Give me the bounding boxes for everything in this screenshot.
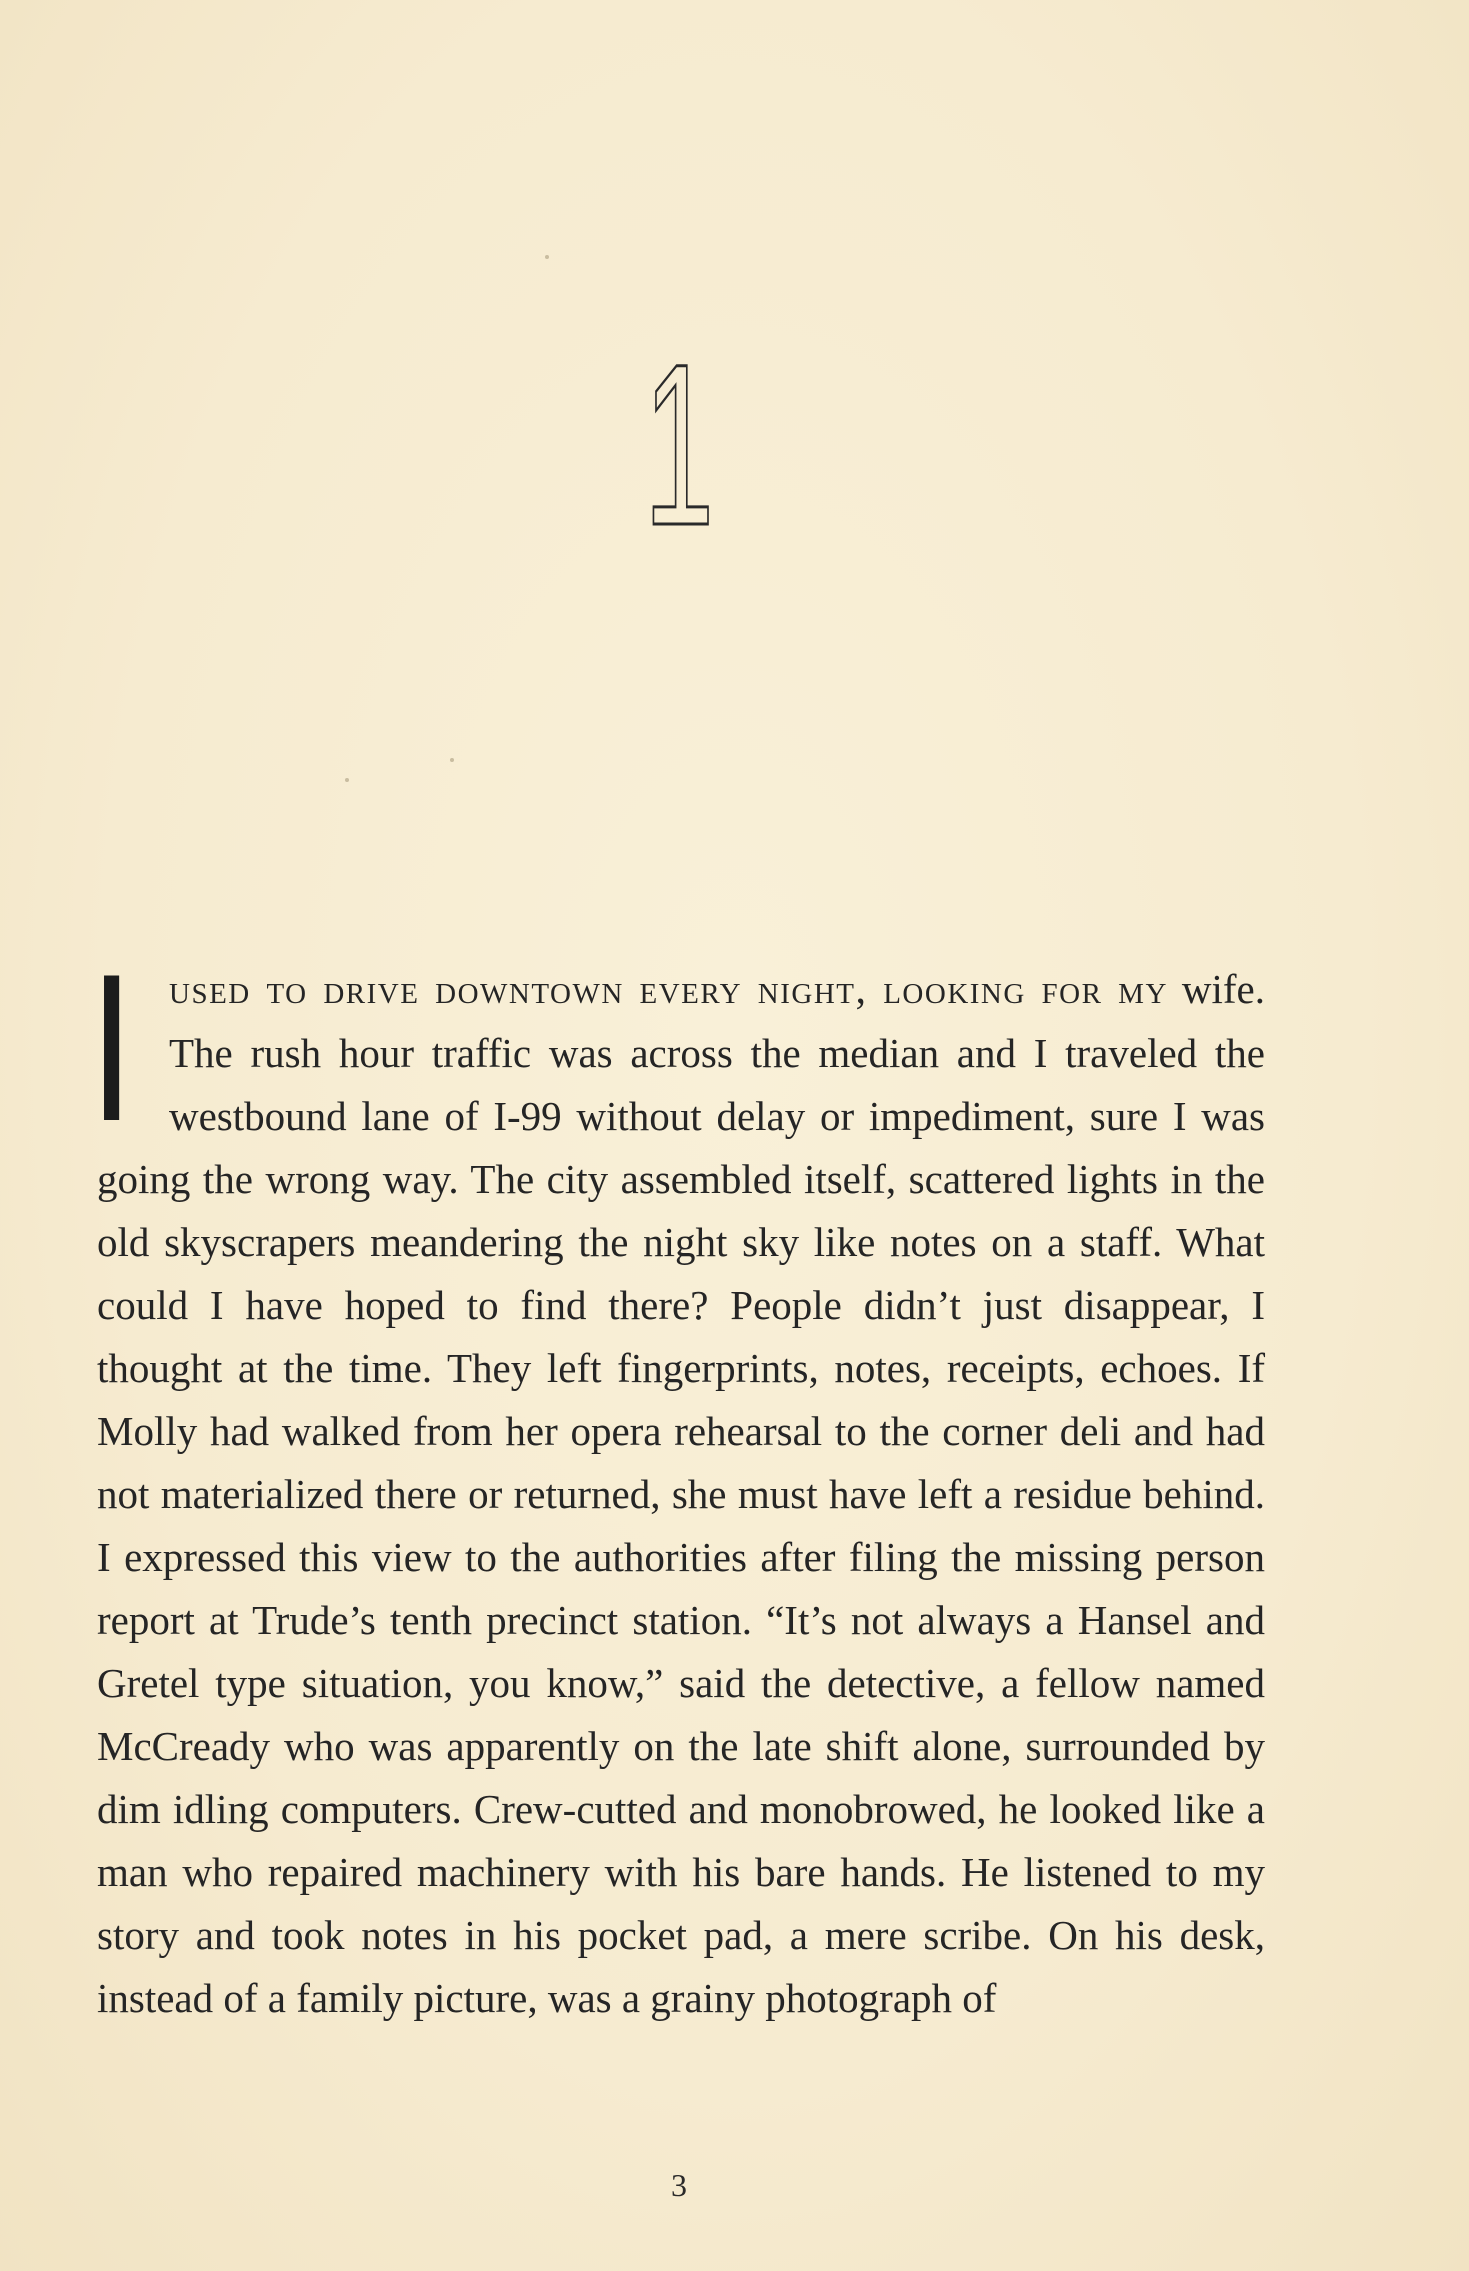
drop-cap: I — [97, 930, 127, 1165]
paper-speck — [345, 778, 349, 782]
paper-speck — [545, 255, 549, 259]
page-number: 3 — [671, 2167, 687, 2203]
chapter-body-paragraph — [97, 930, 1265, 2030]
paper-speck — [450, 758, 454, 762]
small-caps-lead-in: used to drive downtown every night, looking for my — [169, 967, 1168, 1013]
chapter-number: 1 — [643, 316, 715, 573]
paragraph-text: wife. The rush hour traffic was across the median and I traveled the westbound lane of I-99 without delay or impediment, sure I was going the wrong way. The city assembled itself, scattered lights in the old skyscrapers meandering the night sky like notes on a staff. What could I have hoped to find there? People didn’t just disappear, I thought at the time. They left fingerprints, notes, receipts, echoes. If Molly had walked from her opera rehearsal to the corner deli and had not materialized there or returned, she must have left a residue behind. I expressed this view to the authorities after filing the missing person report at Trude’s tenth precinct station. “It’s not always a Hansel and Gretel type situation, you know,” said the detective, a fellow named McCready who was apparently on the late shift alone, surrounded by dim idling computers. Crew-cutted and monobrowed, he looked like a man who repaired machinery with his bare hands. He listened to my story and took notes in his pocket pad, a mere scribe. On his desk, instead of a family picture, was a grainy photograph of — [97, 966, 1265, 2021]
